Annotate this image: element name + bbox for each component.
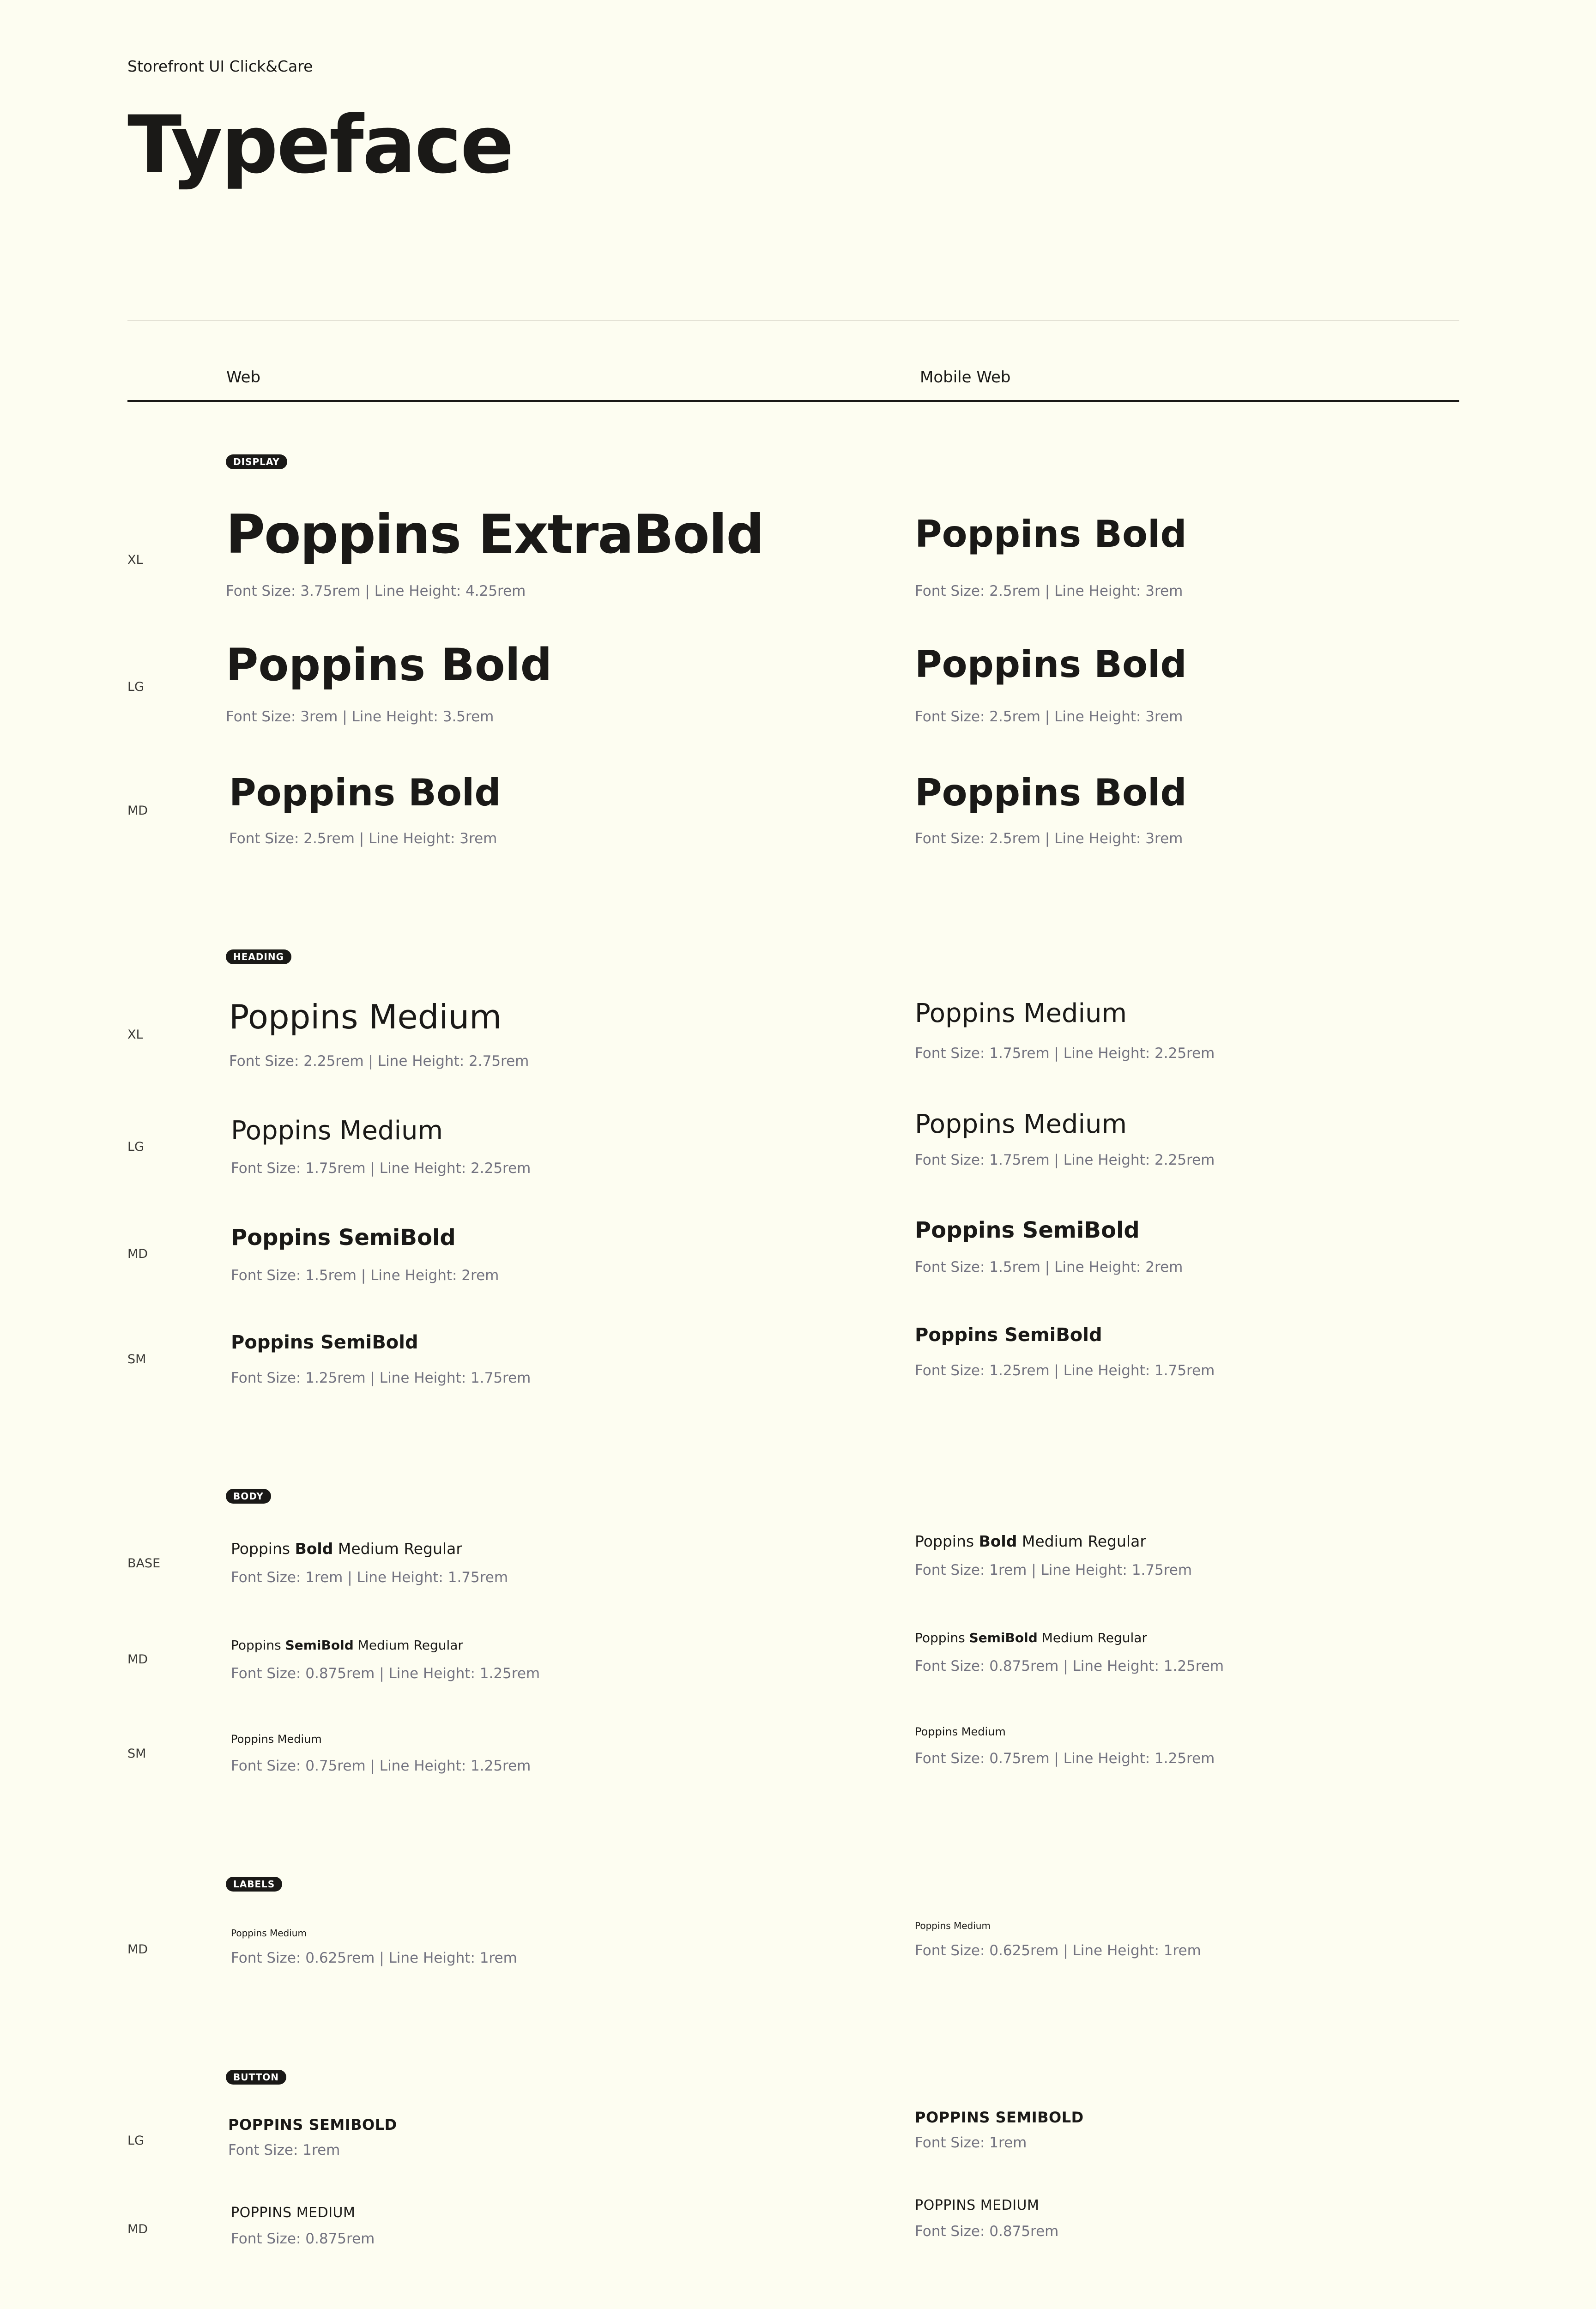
body-md-web-word-semibold: SemiBold (285, 1638, 354, 1653)
body-base-web-word-regular: Regular (404, 1540, 462, 1558)
row-label-heading-lg: LG (127, 1140, 144, 1154)
row-label-heading-xl: XL (127, 1028, 143, 1042)
row-label-display-md: MD (127, 804, 148, 818)
row-label-button-lg: LG (127, 2134, 144, 2148)
display-xl-web-sample: Poppins ExtraBold (226, 503, 764, 566)
heading-xl-mobile-meta: Font Size: 1.75rem | Line Height: 2.25rem (915, 1045, 1215, 1062)
body-base-web-word-medium: Medium (338, 1540, 399, 1558)
body-md-web-word-regular: Regular (413, 1638, 463, 1653)
heading-sm-mobile-sample: Poppins SemiBold (915, 1324, 1102, 1346)
display-lg-web-meta: Font Size: 3rem | Line Height: 3.5rem (226, 708, 494, 725)
column-header-web: Web (226, 368, 261, 387)
heading-md-web-sample: Poppins SemiBold (231, 1225, 456, 1251)
display-lg-mobile-sample: Poppins Bold (915, 643, 1187, 686)
heading-sm-mobile-meta: Font Size: 1.25rem | Line Height: 1.75rem (915, 1362, 1215, 1379)
body-base-web-word-bold: Bold (295, 1540, 333, 1558)
body-base-mobile-sample (915, 1532, 1146, 1550)
row-label-display-xl: XL (127, 553, 143, 567)
button-lg-mobile-meta: Font Size: 1rem (915, 2134, 1027, 2151)
heading-sm-web-sample: Poppins SemiBold (231, 1332, 418, 1353)
button-md-mobile-sample: POPPINS MEDIUM (915, 2197, 1040, 2213)
row-label-button-md: MD (127, 2222, 148, 2236)
row-label-heading-sm: SM (127, 1352, 146, 1366)
body-md-mobile-word-regular: Regular (1097, 1630, 1147, 1645)
heading-sm-web-meta: Font Size: 1.25rem | Line Height: 1.75rem (231, 1370, 531, 1386)
heading-lg-mobile-meta: Font Size: 1.75rem | Line Height: 2.25rem (915, 1152, 1215, 1168)
heading-xl-web-meta: Font Size: 2.25rem | Line Height: 2.75rem (229, 1053, 529, 1070)
button-lg-web-meta: Font Size: 1rem (228, 2142, 340, 2158)
button-md-mobile-meta: Font Size: 0.875rem (915, 2223, 1059, 2240)
body-base-web-meta: Font Size: 1rem | Line Height: 1.75rem (231, 1569, 508, 1586)
display-md-web-meta: Font Size: 2.5rem | Line Height: 3rem (229, 830, 497, 847)
row-label-body-base: BASE (127, 1556, 161, 1571)
display-xl-web-meta: Font Size: 3.75rem | Line Height: 4.25rem (226, 583, 526, 599)
body-base-web-word-poppins: Poppins (231, 1540, 290, 1558)
button-lg-mobile-sample: POPPINS SEMIBOLD (915, 2109, 1084, 2126)
body-md-web-sample (231, 1638, 463, 1653)
row-label-heading-md: MD (127, 1247, 148, 1261)
section-badge-heading: HEADING (226, 949, 291, 964)
body-base-mobile-word-poppins: Poppins (915, 1532, 974, 1550)
page-title: Typeface (127, 98, 513, 191)
heading-xl-web-sample: Poppins Medium (229, 997, 502, 1036)
button-lg-web-sample: POPPINS SEMIBOLD (228, 2116, 397, 2134)
display-lg-web-sample: Poppins Bold (226, 639, 552, 691)
section-badge-body: BODY (226, 1489, 271, 1504)
body-md-mobile-sample (915, 1630, 1147, 1645)
body-md-web-word-poppins: Poppins (231, 1638, 281, 1653)
heading-lg-web-meta: Font Size: 1.75rem | Line Height: 2.25rem (231, 1160, 531, 1177)
row-label-body-md: MD (127, 1652, 148, 1667)
heading-lg-mobile-sample: Poppins Medium (915, 1109, 1127, 1139)
row-label-display-lg: LG (127, 680, 144, 694)
heading-md-mobile-meta: Font Size: 1.5rem | Line Height: 2rem (915, 1259, 1183, 1275)
display-md-web-sample: Poppins Bold (229, 771, 501, 814)
body-md-web-meta: Font Size: 0.875rem | Line Height: 1.25rem (231, 1665, 540, 1682)
body-base-mobile-word-medium: Medium (1022, 1532, 1083, 1550)
section-badge-labels: LABELS (226, 1877, 282, 1892)
body-md-mobile-word-poppins: Poppins (915, 1630, 965, 1645)
display-md-mobile-sample: Poppins Bold (915, 771, 1187, 814)
body-md-mobile-word-medium: Medium (1041, 1630, 1094, 1645)
row-label-body-sm: SM (127, 1747, 146, 1761)
heading-xl-mobile-sample: Poppins Medium (915, 998, 1127, 1028)
divider (127, 320, 1459, 321)
body-md-mobile-meta: Font Size: 0.875rem | Line Height: 1.25rem (915, 1658, 1224, 1674)
heading-md-web-meta: Font Size: 1.5rem | Line Height: 2rem (231, 1267, 499, 1284)
body-base-mobile-word-bold: Bold (979, 1532, 1017, 1550)
heading-md-mobile-sample: Poppins SemiBold (915, 1217, 1140, 1243)
table-header-divider (127, 400, 1459, 402)
body-md-mobile-word-semibold: SemiBold (969, 1630, 1038, 1645)
brand-name: Storefront UI Click&Care (127, 57, 313, 75)
row-label-labels-md: MD (127, 1942, 148, 1957)
body-sm-mobile-meta: Font Size: 0.75rem | Line Height: 1.25rem (915, 1750, 1215, 1767)
display-lg-mobile-meta: Font Size: 2.5rem | Line Height: 3rem (915, 708, 1183, 725)
display-md-mobile-meta: Font Size: 2.5rem | Line Height: 3rem (915, 830, 1183, 847)
body-sm-web-sample: Poppins Medium (231, 1733, 322, 1746)
button-md-web-meta: Font Size: 0.875rem (231, 2230, 375, 2247)
display-xl-mobile-sample: Poppins Bold (915, 513, 1187, 556)
body-sm-web-meta: Font Size: 0.75rem | Line Height: 1.25rem (231, 1758, 531, 1774)
column-header-mobile-web: Mobile Web (920, 368, 1011, 387)
section-badge-display: DISPLAY (226, 454, 287, 469)
display-xl-mobile-meta: Font Size: 2.5rem | Line Height: 3rem (915, 583, 1183, 599)
body-base-web-sample (231, 1540, 462, 1558)
labels-md-web-meta: Font Size: 0.625rem | Line Height: 1rem (231, 1950, 517, 1966)
body-md-web-word-medium: Medium (357, 1638, 410, 1653)
body-base-mobile-word-regular: Regular (1088, 1532, 1146, 1550)
body-sm-mobile-sample: Poppins Medium (915, 1725, 1006, 1738)
button-md-web-sample: POPPINS MEDIUM (231, 2205, 356, 2221)
body-base-mobile-meta: Font Size: 1rem | Line Height: 1.75rem (915, 1562, 1192, 1578)
labels-md-mobile-meta: Font Size: 0.625rem | Line Height: 1rem (915, 1942, 1201, 1959)
heading-lg-web-sample: Poppins Medium (231, 1116, 443, 1146)
section-badge-button: BUTTON (226, 2070, 286, 2085)
labels-md-mobile-sample: Poppins Medium (915, 1920, 991, 1931)
labels-md-web-sample: Poppins Medium (231, 1928, 307, 1939)
